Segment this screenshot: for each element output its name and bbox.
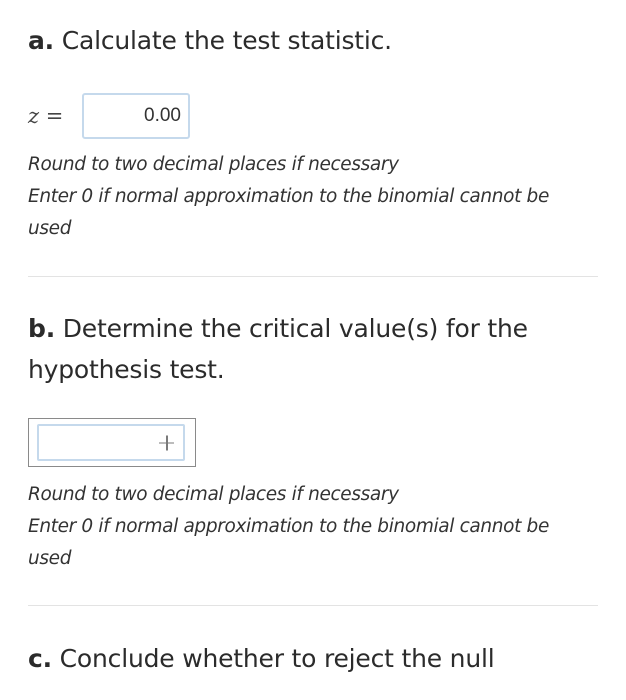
part-a-letter: a.	[28, 26, 54, 55]
part-b-prompt: Determine the critical value(s) for the hypothesis test.	[28, 314, 528, 384]
part-b-title	[28, 308, 588, 390]
part-c-title	[28, 638, 494, 679]
z-variable-label: z =	[28, 104, 64, 128]
part-a-hint	[28, 149, 598, 245]
part-a-hint-line: used	[28, 218, 72, 239]
part-a-prompt: Calculate the test statistic.	[53, 26, 392, 55]
section-divider	[28, 276, 598, 277]
part-a-title	[28, 20, 392, 61]
part-b-hint-line: Round to two decimal places if necessary	[28, 484, 399, 505]
section-divider	[28, 605, 598, 606]
part-b-hint	[28, 479, 598, 575]
test-statistic-input[interactable]	[82, 93, 190, 139]
plus-icon[interactable]	[159, 435, 174, 450]
part-b-hint-line: Enter 0 if normal approximation to the binomial cannot be	[28, 516, 549, 537]
critical-values-answer-group	[28, 418, 196, 467]
part-c-prompt: Conclude whether to reject the null	[51, 644, 495, 673]
part-b-letter: b.	[28, 314, 55, 343]
part-a-hint-line: Round to two decimal places if necessary	[28, 154, 399, 175]
part-a-hint-line: Enter 0 if normal approximation to the binomial cannot be	[28, 186, 549, 207]
part-c-letter: c.	[28, 644, 52, 673]
part-b-hint-line: used	[28, 548, 72, 569]
critical-value-input[interactable]	[37, 424, 185, 461]
